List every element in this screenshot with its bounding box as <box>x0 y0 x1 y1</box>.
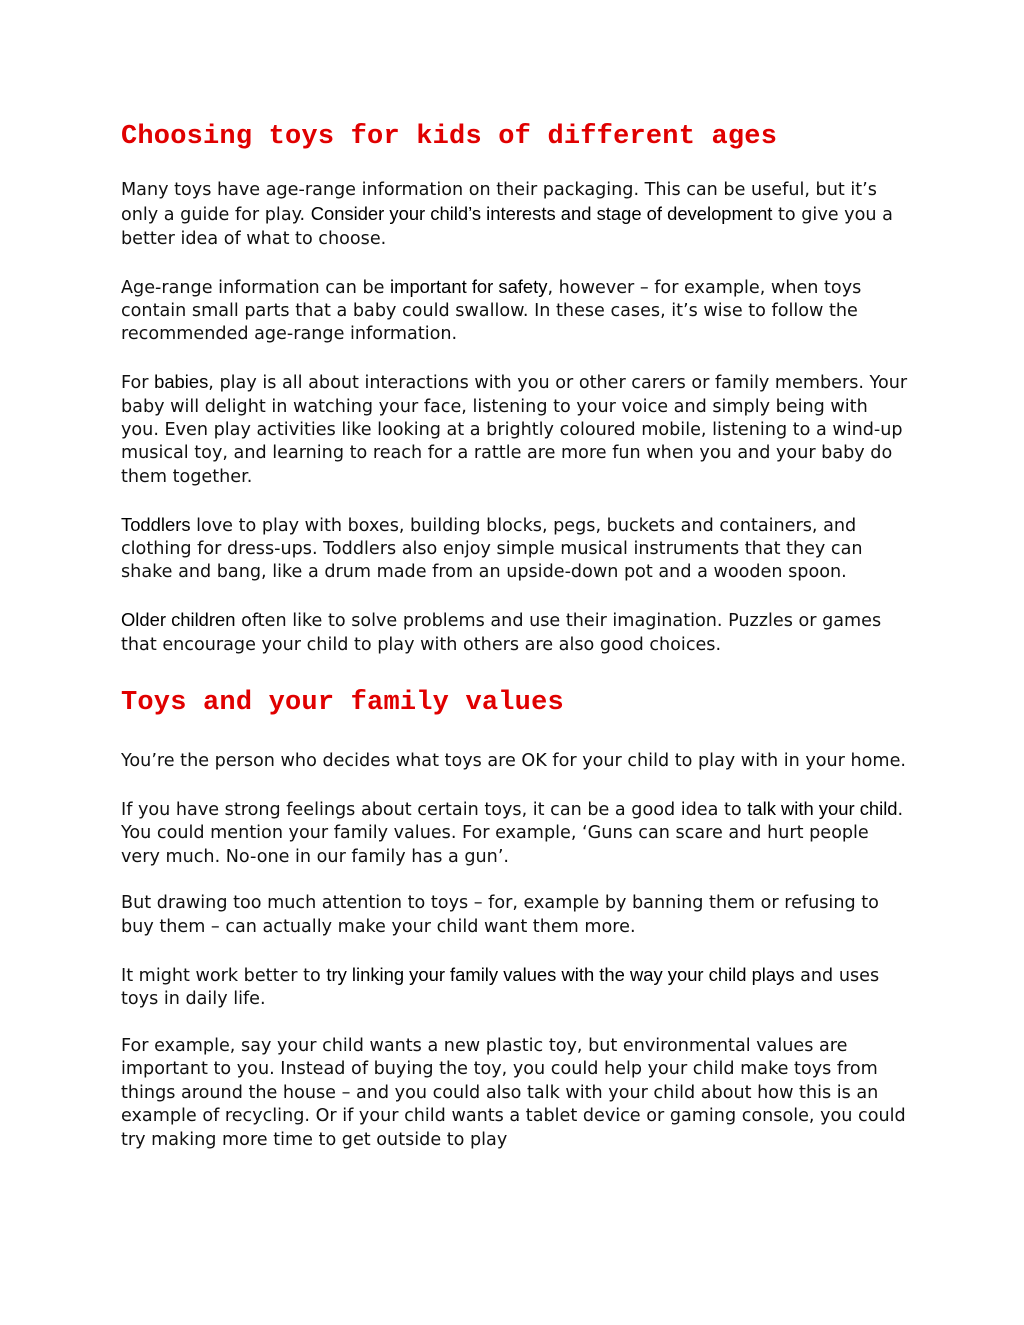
paragraph-text: Age-range information can be <box>121 277 391 298</box>
paragraph-older-children <box>121 608 911 657</box>
paragraph-for-example: For example, say your child wants a new plastic toy, but environmental values are important to you. Instead of buying the toy, you could help your child make toys from things around the house – and you could also talk with your child about how this is an example of recycling. Or if your child wants a tablet device or gaming console, you could try making more time to get outside to play <box>121 1035 906 1150</box>
highlight-talk-with-your-child: talk with your child <box>747 797 898 819</box>
highlight-important-for-safety: important for safety <box>390 275 548 297</box>
highlight-toddlers: Toddlers <box>121 513 191 535</box>
paragraph-toddlers <box>121 513 911 585</box>
paragraph-text: , however – for example, when toys contain small parts that a baby could swallow. In these cases, it’s wise to follow the recommended age-range information. <box>121 277 862 345</box>
paragraph-you-decide: You’re the person who decides what toys are OK for your child to play with in your home. <box>121 751 906 772</box>
paragraph-text: If you have strong feelings about certain toys, it can be a good idea to <box>121 799 748 820</box>
highlight-older-children: Older children <box>121 609 236 631</box>
highlight-linking-family-values: try linking your family values with the way your child plays <box>326 963 795 985</box>
paragraph-text: love to play with boxes, building blocks, pegs, buckets and containers, and clothing for dress-ups. Toddlers also enjoy simple musical instruments that they can shake and bang, like a drum made from an upside-down pot and a wooden spoon. <box>121 515 863 583</box>
paragraph-text: . You could mention your family values. For example, ‘Guns can scare and hurt people very much. No-one in our family has a gun’. <box>121 799 904 867</box>
paragraph-text: to give you a better idea of what to choose. <box>121 205 893 249</box>
paragraph-text: It might work better to <box>121 965 327 986</box>
paragraph-linking-values <box>121 963 911 1012</box>
section-heading-choosing-toys: Choosing toys for kids of different ages <box>121 122 778 152</box>
paragraph-text: Many toys have age-range information on their packaging. This can be useful, but it’s only a guide for play. <box>121 180 877 226</box>
section-heading-family-values: Toys and your family values <box>121 688 564 719</box>
highlight-child-interests: Consider your child’s interests and stage of development <box>310 203 773 225</box>
paragraph-age-range-intro <box>121 179 911 251</box>
paragraph-text: , play is all about interactions with you or other carers or family members. Your baby will delight in watching your face, listening to your voice and simply being with you. Even play activities like looking at a brightly coloured mobile, listening to a wind-up musical toy, and learning to reach for a rattle are more fun when you and your baby do them together. <box>121 373 908 487</box>
paragraph-text: often like to solve problems and use their imagination. Puzzles or games that encourage your child to play with others are also good choices. <box>121 611 882 655</box>
paragraph-drawing-attention: But drawing too much attention to toys – for, example by banning them or refusing to buy them – can actually make your child want them more. <box>121 893 879 937</box>
paragraph-babies <box>121 370 911 489</box>
paragraph-text: and uses toys in daily life. <box>121 965 880 1010</box>
highlight-babies: babies <box>154 371 209 393</box>
document-page <box>121 0 911 1152</box>
paragraph-strong-feelings <box>121 797 911 869</box>
paragraph-text: For <box>121 373 155 394</box>
paragraph-safety <box>121 275 911 347</box>
